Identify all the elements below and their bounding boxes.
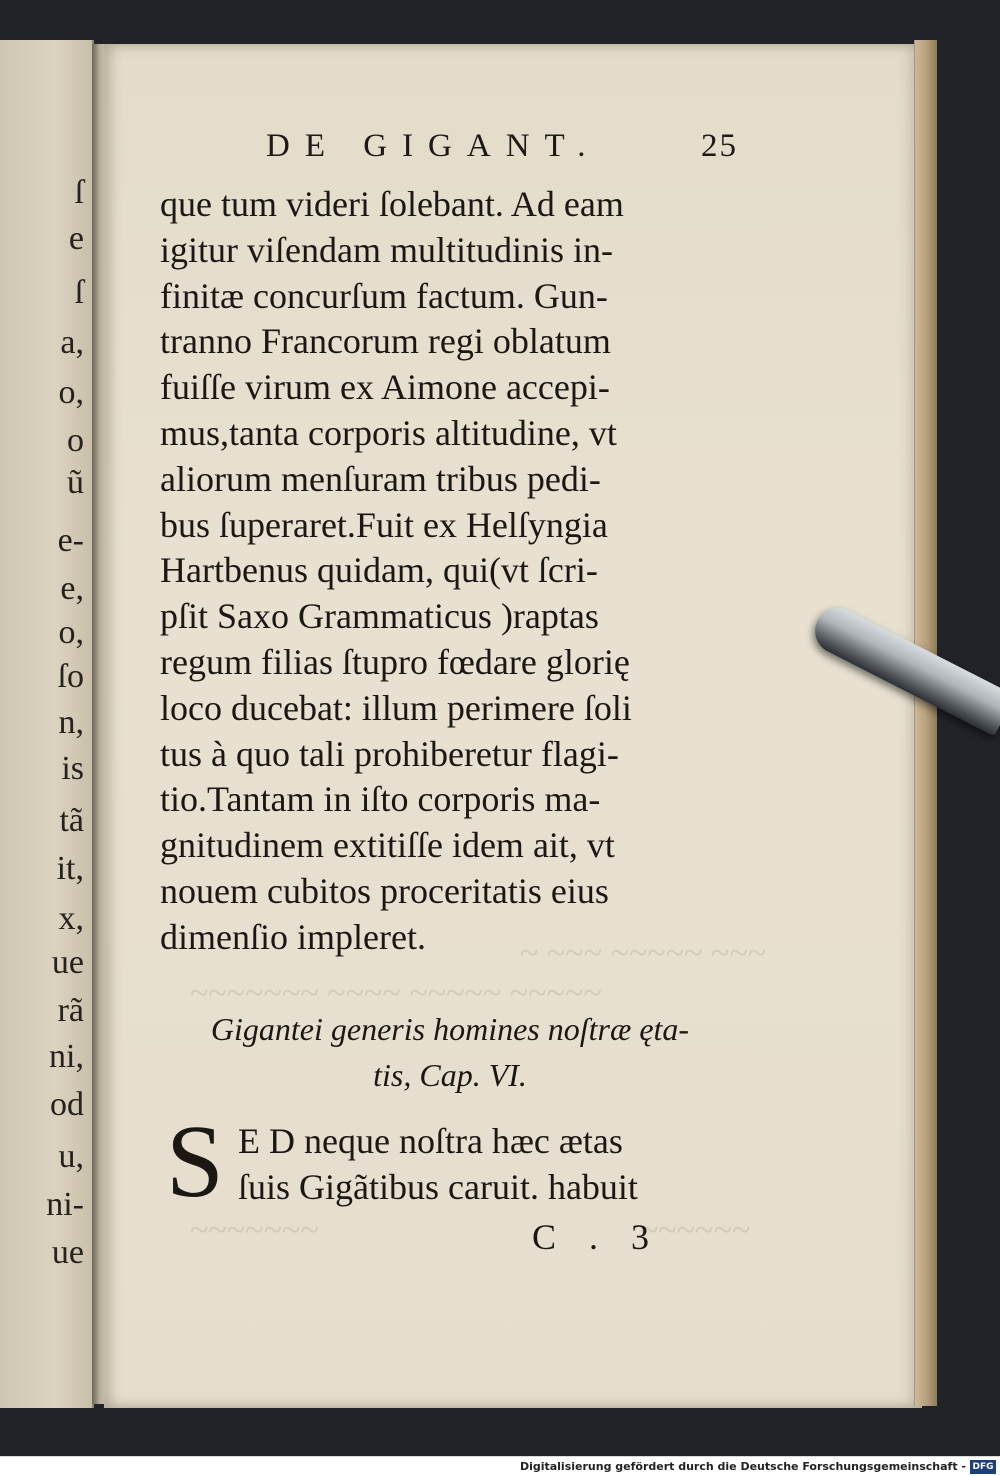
- text-line: bus ſuperaret.Fuit ex Helſyngia: [160, 504, 608, 545]
- chapter-heading-line: tis, Cap. VI.: [373, 1057, 527, 1093]
- previous-page-line: o: [67, 422, 84, 459]
- signature-mark: C . 3: [532, 1217, 662, 1257]
- footer-bar: [0, 1456, 1000, 1476]
- previous-page-line: ſ: [74, 274, 84, 311]
- previous-page-line: it,: [56, 850, 84, 887]
- show-through-decoration: ~~~~~~~ ~~~~ ~~~~~ ~~~~~: [190, 975, 602, 1012]
- text-line: igitur viſendam multitudinis in‐: [160, 229, 613, 270]
- drop-cap-initial: S: [166, 1104, 224, 1219]
- text-line: Hartbenus quidam, qui(vt ſcri‐: [160, 550, 598, 591]
- footer-credit: Digitalisierung gefördert durch die Deutsche Forschungsgemeinschaft -: [519, 1460, 966, 1473]
- running-title: DE GIGANT.: [266, 128, 601, 164]
- text-line: tio.Tantam in iſto corporis ma‐: [160, 779, 601, 820]
- previous-page-line: u,: [58, 1138, 84, 1175]
- previous-page-line: o,: [58, 374, 84, 411]
- previous-page-line: is: [61, 750, 84, 787]
- text-line: dimenſio impleret.: [160, 916, 426, 957]
- show-through-decoration: ~~~~~~: [640, 1212, 751, 1249]
- previous-page-line: tã: [59, 802, 84, 839]
- chapter-opening-line: E D neque noſtra hæc ætas: [238, 1121, 623, 1161]
- text-line: nouem cubitos proceritatis eius: [160, 870, 609, 911]
- running-header: [160, 128, 740, 170]
- previous-page-line: ſo: [57, 658, 84, 695]
- previous-page-line: o,: [58, 614, 84, 651]
- chapter-opening-text: [238, 1118, 738, 1210]
- text-line: que tum videri ſolebant. Ad eam: [160, 184, 624, 224]
- text-line: tranno Francorum regi oblatum: [160, 321, 611, 362]
- previous-page-line: e,: [60, 570, 84, 607]
- previous-page-line: ni,: [49, 1038, 84, 1075]
- previous-page-line: ue: [51, 1234, 84, 1271]
- previous-page-line: n,: [58, 704, 84, 741]
- text-line: finitæ concurſum factum. Gun‐: [160, 275, 608, 316]
- text-line: fuiſſe virum ex Aimone accepi‐: [160, 367, 610, 408]
- previous-page-line: a,: [60, 324, 84, 361]
- show-through-decoration: ~~~~~~~: [190, 1212, 319, 1249]
- previous-page-line: e: [68, 220, 84, 257]
- chapter-heading-line: Gigantei generis homines noſtræ ęta‐: [210, 1011, 690, 1047]
- previous-page-line: ſ: [74, 174, 84, 211]
- chapter-opening-line: ſuis Gigãtibus caruit. habuit: [238, 1166, 638, 1207]
- previous-page-fragment: [0, 40, 94, 1408]
- chapter-heading: [160, 1006, 740, 1098]
- dfg-logo: DFG: [970, 1460, 996, 1474]
- page-number: 25: [701, 128, 738, 164]
- text-line: aliorum menſuram tribus pedi‐: [160, 458, 601, 499]
- page-edge: [914, 40, 937, 1406]
- body-text: [160, 182, 740, 961]
- previous-page-line: ũ: [67, 464, 84, 501]
- text-line: regum filias ſtupro fœdare glorię: [160, 641, 630, 682]
- text-line: mus,tanta corporis altitudine, vt: [160, 412, 617, 453]
- previous-page-line: e-: [57, 522, 84, 559]
- show-through-decoration: ~ ~~~ ~~~~~ ~~~: [520, 935, 767, 972]
- previous-page-line: od: [50, 1086, 84, 1123]
- previous-page-line: rã: [57, 992, 84, 1029]
- previous-page-line: ni-: [46, 1186, 84, 1223]
- text-line: pſit Saxo Grammaticus )raptas: [160, 596, 599, 637]
- text-line: loco ducebat: illum perimere ſoli: [160, 687, 632, 728]
- previous-page-line: ue: [51, 944, 84, 981]
- previous-page-line: x,: [58, 900, 84, 937]
- text-line: gnitudinem extitiſſe idem ait, vt: [160, 825, 615, 866]
- text-line: tus à quo tali prohiberetur flagi‐: [160, 733, 619, 774]
